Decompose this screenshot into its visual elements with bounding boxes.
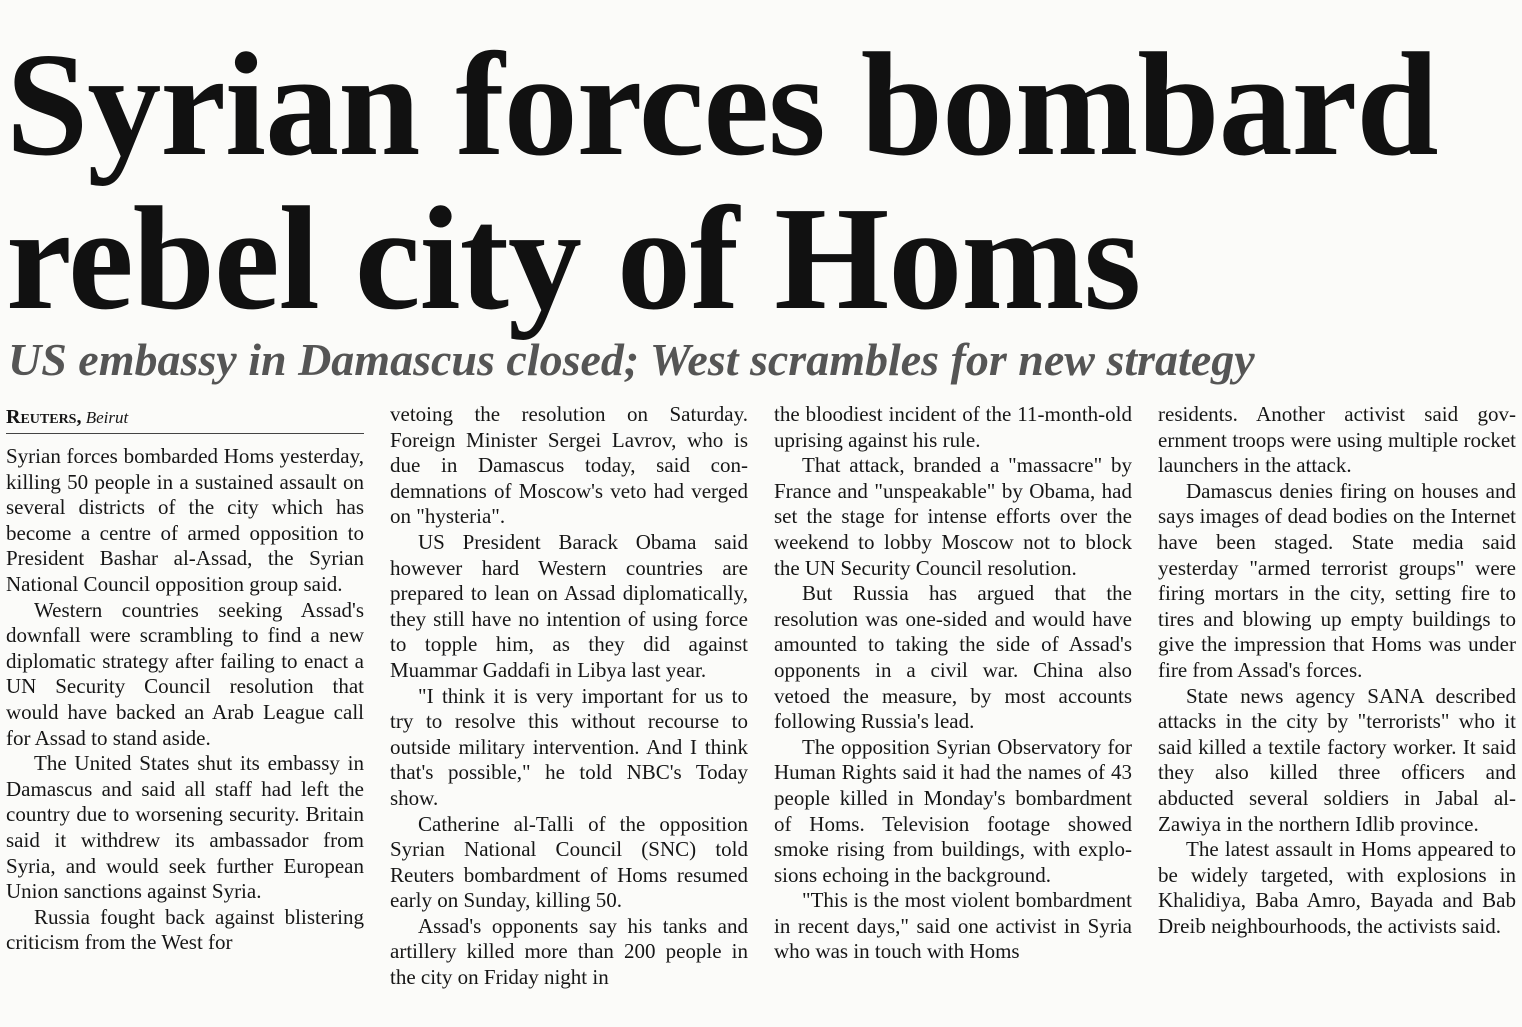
column-3 — [774, 402, 1132, 1027]
paragraph: But Russia has argued that the resolution was one-sided and would have amounted to taking the side of Assad's opponents in a civil war. China also vetoed the measure, by most accounts following Russia's lead. — [774, 581, 1132, 734]
column-2 — [390, 402, 748, 1027]
byline-place: Beirut — [85, 408, 129, 427]
headline: Syrian forces bombard rebel city of Homs — [6, 23, 1438, 341]
paragraph: Damascus denies firing on houses and says images of dead bodies on the Internet have been staged. State media said yesterday "armed terrorist groups" were firing mortars in the city, setting fire to tires and blowing up empty buildings to give the impression that Homs was under fire from Assad's forces. — [1158, 478, 1516, 682]
byline-agency: Reuters, — [6, 406, 82, 428]
column-1 — [6, 402, 364, 1027]
paragraph: US President Barack Obama said however hard Western countries are prepared to lean on Assad diplomatically, they still have no intention of using force to topple him, as they did against Muammar Gaddafi in Libya last year. — [390, 529, 748, 682]
paragraph: Russia fought back against blistering criticism from the West for — [6, 904, 364, 955]
paragraph: "I think it is very important for us to try to resolve this without recourse to outside military intervention. And I think that's possible," he told NBC's Today show. — [390, 683, 748, 810]
paragraph: The opposition Syrian Observatory for Human Rights said it had the names of 43 people killed in Monday's bombardment of Homs. Television footage showed smoke rising from buildings, with explosions echoing in the background. — [774, 734, 1132, 887]
paragraph: "This is the most violent bombardment in recent days," said one activist in Syria who was in touch with Homs — [774, 888, 1132, 964]
paragraph: Western countries seeking Assad's downfall were scrambling to find a new diplomatic strategy after failing to enact a UN Security Council resolution that would have backed an Arab League call for Assad to stand aside. — [6, 597, 364, 750]
article-body — [6, 402, 1516, 1027]
subheadline: US embassy in Damascus closed; West scrambles for new strategy — [8, 334, 1255, 385]
paragraph: Catherine al-Talli of the opposition Syrian National Council (SNC) told Reuters bombardment of Homs resumed early on Sunday, killing 50. — [390, 811, 748, 913]
paragraph: Assad's opponents say his tanks and artillery killed more than 200 people in the city on Friday night in — [390, 913, 748, 990]
dateline — [6, 402, 364, 434]
paragraph: That attack, branded a "massacre" by France and "unspeakable" by Obama, had set the stage for intense efforts over the weekend to lobby Moscow not to block the UN Security Council resolution. — [774, 453, 1132, 580]
column-4 — [1158, 402, 1516, 1027]
paragraph: Syrian forces bombarded Homs yesterday, killing 50 people in a sustained assault on several districts of the city which has become a centre of armed opposition to President Bashar al-Assad, the Syrian National Council opposition group said. — [6, 444, 364, 596]
paragraph: vetoing the resolution on Saturday. Foreign Minister Sergei Lavrov, who is due in Damascus today, said condemnations of Moscow's veto had verged on "hysteria". — [390, 402, 748, 529]
paragraph: residents. Another activist said government troops were using multiple rocket launchers in the attack. — [1158, 402, 1516, 478]
paragraph: The United States shut its embassy in Damascus and said all staff had left the country due to worsening security. Britain said it withdrew its ambassador from Syria, and would seek further European Union sanctions against Syria. — [6, 751, 364, 904]
paragraph: State news agency SANA described attacks in the city by "terrorists" who it said killed a textile factory worker. It said they also killed three officers and abducted several soldiers in Jabal al-Zawiya in the northern Idlib province. — [1158, 683, 1516, 836]
paragraph: the bloodiest incident of the 11-month-old uprising against his rule. — [774, 402, 1132, 452]
paragraph: The latest assault in Homs appeared to be widely targeted, with explosions in Khalidiya, Baba Amro, Bayada and Bab Dreib neighbourhoods, the activists said. — [1158, 837, 1516, 938]
